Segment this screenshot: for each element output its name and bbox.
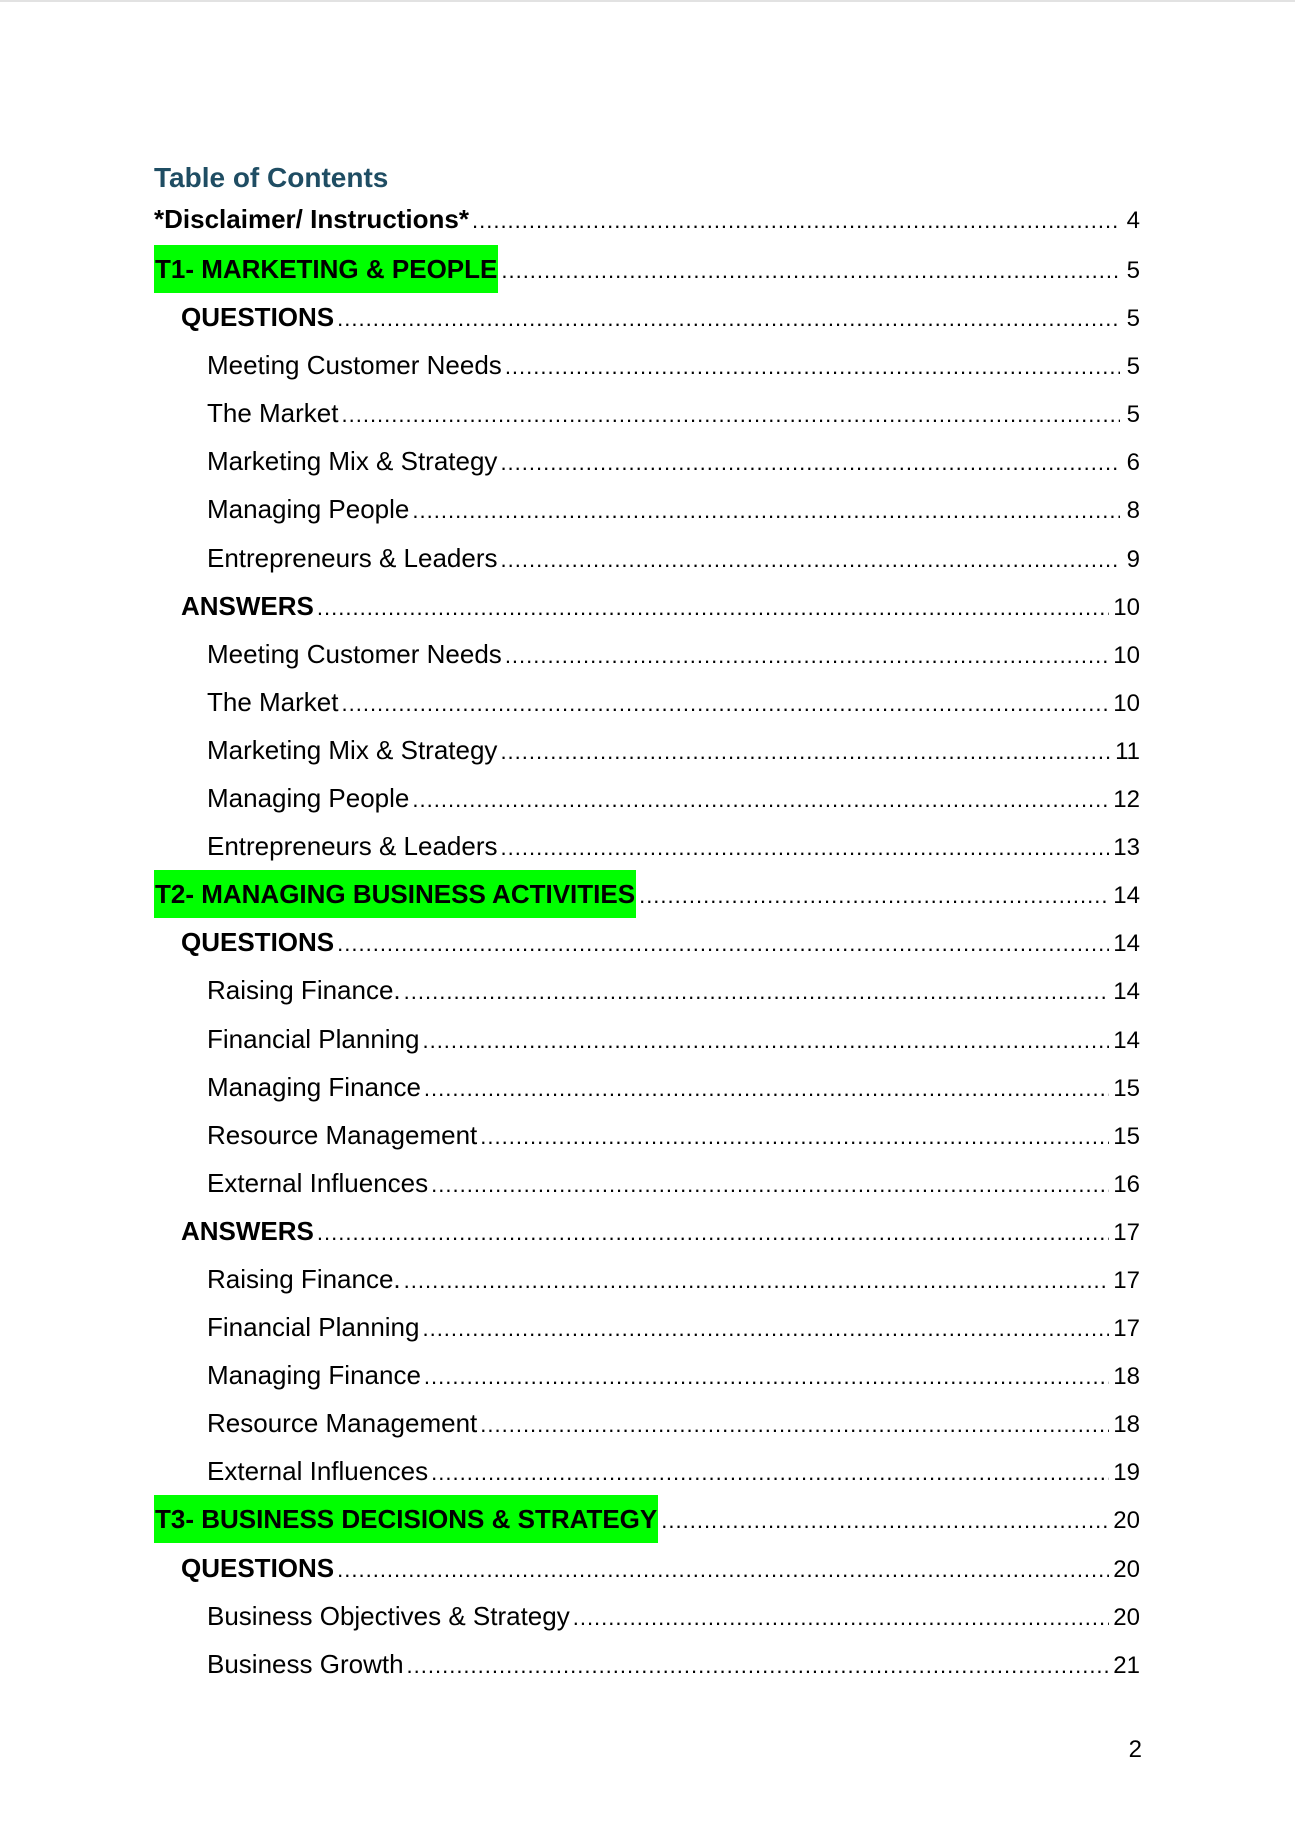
toc-entry[interactable]: [154, 1111, 1140, 1159]
toc-entry-page: 16: [1113, 1170, 1140, 1198]
toc-entry-label: Resource Management: [207, 1408, 478, 1439]
toc-entry-label: ANSWERS: [181, 1215, 314, 1246]
toc-entry[interactable]: [154, 1159, 1140, 1207]
toc-entry-page: 18: [1113, 1411, 1140, 1439]
toc-entry[interactable]: [154, 1495, 1140, 1543]
toc-entry[interactable]: [154, 389, 1140, 437]
toc-entry-page: 15: [1113, 1074, 1140, 1102]
toc-entry[interactable]: [154, 1255, 1140, 1303]
toc-entry-label: Managing Finance: [207, 1360, 421, 1391]
toc-dot-leader: [500, 439, 1120, 487]
toc-dot-leader: [422, 1305, 1109, 1353]
toc-entry[interactable]: [154, 293, 1140, 341]
toc-entry-label: Meeting Customer Needs: [207, 638, 502, 669]
toc-dot-leader: [505, 343, 1120, 391]
toc-entry-label: ANSWERS: [181, 590, 314, 621]
toc-entry-page: 20: [1113, 1555, 1140, 1583]
toc-entry-page: 10: [1113, 689, 1140, 717]
toc-entry[interactable]: [154, 341, 1140, 389]
toc-entry-label: Meeting Customer Needs: [207, 350, 502, 381]
toc-entry[interactable]: [154, 1640, 1140, 1688]
toc-dot-leader: [342, 680, 1110, 728]
toc-dot-leader: [422, 1017, 1109, 1065]
table-of-contents: [154, 157, 1140, 1688]
toc-dot-leader: [573, 1594, 1110, 1642]
footer-page-number: 2: [1128, 1736, 1142, 1763]
toc-dot-leader: [424, 1065, 1109, 1113]
toc-dot-leader: [431, 1449, 1109, 1497]
toc-entry-label: *Disclaimer/ Instructions*: [154, 204, 469, 234]
toc-entry-label: QUESTIONS: [181, 302, 335, 333]
toc-entry[interactable]: [154, 966, 1140, 1014]
toc-dot-leader: [501, 824, 1110, 872]
toc-dot-leader: [639, 872, 1109, 920]
toc-dot-leader: [431, 1161, 1109, 1209]
toc-entry-page: 10: [1113, 593, 1140, 621]
toc-entry-label: Raising Finance.: [207, 1263, 401, 1294]
toc-entry-label: T1- MARKETING & PEOPLE: [154, 245, 498, 293]
toc-entry[interactable]: [154, 1207, 1140, 1255]
toc-entry-label: Entrepreneurs & Leaders: [207, 542, 498, 573]
toc-entry[interactable]: [154, 1351, 1140, 1399]
toc-dot-leader: [342, 391, 1121, 439]
toc-entry-page: 9: [1126, 545, 1140, 573]
toc-entry-label: External Influences: [207, 1167, 429, 1198]
toc-entry[interactable]: [154, 774, 1140, 822]
toc-entry-label: External Influences: [207, 1456, 429, 1487]
toc-dot-leader: [500, 728, 1111, 776]
toc-entry[interactable]: [154, 630, 1140, 678]
toc-entry-label: Resource Management: [207, 1119, 478, 1150]
toc-entry-label: Marketing Mix & Strategy: [207, 446, 498, 477]
toc-title: Table of Contents: [154, 162, 389, 193]
toc-entry-label: QUESTIONS: [181, 927, 335, 958]
toc-entry-page: 13: [1113, 834, 1140, 862]
toc-entry-page: 10: [1113, 641, 1140, 669]
toc-entry-page: 18: [1113, 1363, 1140, 1391]
toc-dot-leader: [424, 1353, 1109, 1401]
toc-entry-page: 14: [1113, 882, 1140, 910]
toc-entry-label: Marketing Mix & Strategy: [207, 734, 498, 765]
toc-entry-page: 17: [1113, 1218, 1140, 1246]
toc-entry[interactable]: [154, 1544, 1140, 1592]
toc-dot-leader: [337, 1546, 1109, 1594]
toc-dot-leader: [480, 1113, 1109, 1161]
toc-entry[interactable]: [154, 582, 1140, 630]
toc-entry[interactable]: [154, 199, 1140, 245]
toc-entry-label: Business Objectives & Strategy: [207, 1600, 570, 1631]
toc-dot-leader: [412, 776, 1109, 824]
toc-entry-label: T2- MANAGING BUSINESS ACTIVITIES: [154, 870, 636, 918]
toc-dot-leader: [472, 201, 1120, 241]
toc-entry-page: 6: [1126, 449, 1140, 477]
toc-entry-page: 17: [1113, 1266, 1140, 1294]
toc-entry-page: 19: [1113, 1459, 1140, 1487]
toc-entry-label: Managing People: [207, 494, 410, 525]
toc-dot-leader: [404, 968, 1110, 1016]
toc-entry-page: 4: [1126, 207, 1140, 234]
toc-dot-leader: [412, 487, 1120, 535]
toc-entry-page: 8: [1126, 497, 1140, 525]
toc-entry-label: Raising Finance.: [207, 975, 401, 1006]
toc-entry[interactable]: [154, 1399, 1140, 1447]
toc-entry[interactable]: [154, 1303, 1140, 1351]
toc-entry-page: 20: [1113, 1603, 1140, 1631]
toc-entry-page: 5: [1126, 401, 1140, 429]
toc-dot-leader: [501, 536, 1120, 584]
toc-entry[interactable]: [154, 1015, 1140, 1063]
toc-entry-label: Managing People: [207, 783, 410, 814]
toc-entries: [154, 199, 1140, 1688]
toc-dot-leader: [661, 1497, 1109, 1545]
toc-entry-page: 14: [1113, 1026, 1140, 1054]
toc-entry-label: QUESTIONS: [181, 1552, 335, 1583]
toc-entry[interactable]: [154, 678, 1140, 726]
toc-entry[interactable]: [154, 534, 1140, 582]
toc-entry[interactable]: [154, 485, 1140, 533]
toc-entry[interactable]: [154, 1592, 1140, 1640]
toc-entry[interactable]: [154, 726, 1140, 774]
toc-entry[interactable]: [154, 822, 1140, 870]
toc-entry-page: 14: [1113, 930, 1140, 958]
toc-entry[interactable]: [154, 870, 1140, 918]
toc-entry-page: 21: [1113, 1651, 1140, 1679]
toc-entry[interactable]: [154, 918, 1140, 966]
toc-dot-leader: [337, 295, 1120, 343]
toc-entry-page: 5: [1126, 305, 1140, 333]
toc-dot-leader: [317, 584, 1109, 632]
toc-entry-page: 20: [1113, 1507, 1140, 1535]
toc-entry[interactable]: [154, 1447, 1140, 1495]
toc-entry[interactable]: [154, 1063, 1140, 1111]
toc-entry-label: T3- BUSINESS DECISIONS & STRATEGY: [154, 1495, 658, 1543]
toc-entry-page: 5: [1126, 257, 1140, 284]
toc-entry-page: 12: [1113, 786, 1140, 814]
toc-dot-leader: [407, 1642, 1110, 1690]
toc-entry-page: 11: [1115, 737, 1140, 765]
page-top-edge: [0, 0, 1295, 2]
toc-entry-label: Entrepreneurs & Leaders: [207, 831, 498, 862]
toc-dot-leader: [404, 1257, 1110, 1305]
toc-dot-leader: [501, 247, 1120, 295]
toc-entry-page: 14: [1113, 978, 1140, 1006]
toc-dot-leader: [505, 632, 1109, 680]
toc-entry-label: Financial Planning: [207, 1312, 420, 1343]
toc-entry-label: The Market: [207, 686, 339, 717]
toc-entry-page: 5: [1126, 353, 1140, 381]
toc-dot-leader: [337, 920, 1109, 968]
toc-entry-page: 17: [1113, 1315, 1140, 1343]
toc-dot-leader: [480, 1401, 1109, 1449]
toc-entry[interactable]: [154, 437, 1140, 485]
toc-dot-leader: [317, 1209, 1109, 1257]
toc-entry-label: Business Growth: [207, 1648, 404, 1679]
toc-entry[interactable]: [154, 245, 1140, 293]
toc-entry-page: 15: [1113, 1122, 1140, 1150]
toc-entry-label: The Market: [207, 398, 339, 429]
toc-entry-label: Financial Planning: [207, 1023, 420, 1054]
toc-entry-label: Managing Finance: [207, 1071, 421, 1102]
